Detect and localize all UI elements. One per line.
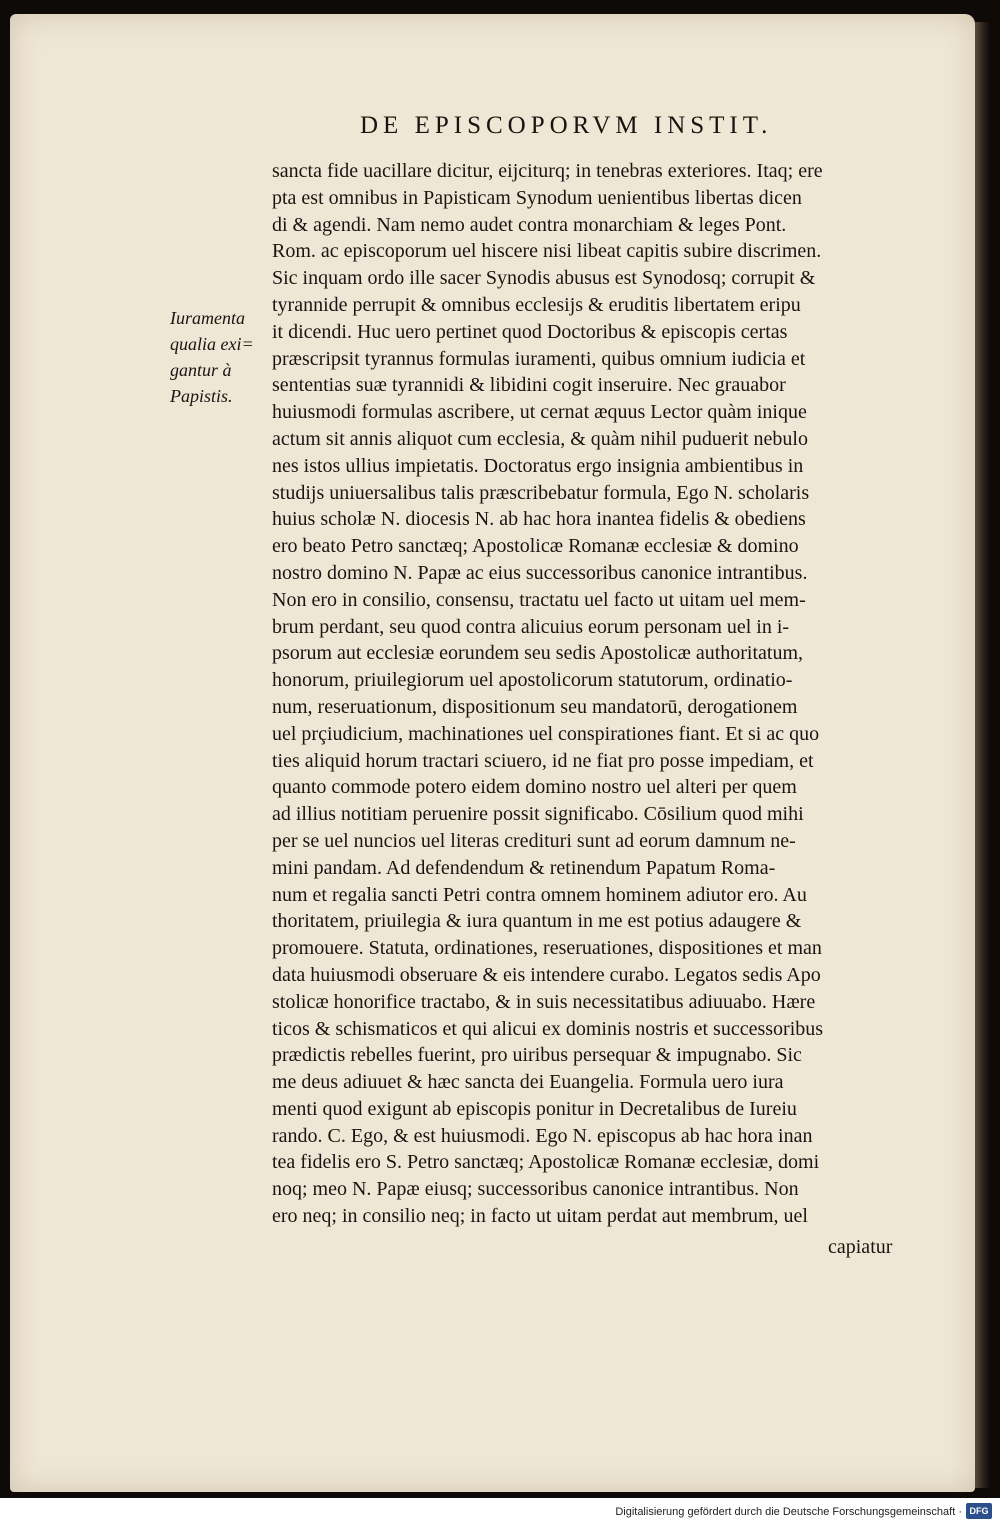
text-line: thoritatem, priuilegia & iura quantum in me est potius adaugere & xyxy=(272,910,802,933)
text-line: num et regalia sancti Petri contra omnem hominem adiutor ero. Au xyxy=(272,883,807,906)
text-line: di & agendi. Nam nemo audet contra monarchiam & leges Pont. xyxy=(272,213,787,236)
text-line: ad illius notitiam peruenire possit significabo. Cōsilium quod mihi xyxy=(272,803,804,826)
text-line: stolicæ honorifice tractabo, & in suis necessitatibus adiuuabo. Hære xyxy=(272,990,816,1013)
text-line: quanto commode potero eidem domino nostro uel alteri per quem xyxy=(272,776,797,799)
text-line: num, reseruationum, dispositionum seu mandatorū, derogationem xyxy=(272,695,798,718)
running-head: DE EPISCOPORVM INSTIT. xyxy=(360,112,773,139)
catchword: capiatur xyxy=(828,1236,893,1258)
text-line: uel prçiudicium, machinationes uel conspirationes fiant. Et si ac quo xyxy=(272,722,820,745)
text-line: promouere. Statuta, ordinationes, reseruationes, dispositiones et man xyxy=(272,937,822,960)
text-line: huiusmodi formulas ascribere, ut cernat æquus Lector quàm inique xyxy=(272,401,807,424)
text-line: ticos & schismaticos et qui alicui ex dominis nostris et successoribus xyxy=(272,1017,824,1040)
text-line: tyrannide perrupit & omnibus ecclesijs & eruditis libertatem eripu xyxy=(272,293,801,316)
text-line: psorum aut ecclesiæ eorundem seu sedis Apostolicæ authoritatum, xyxy=(272,642,804,665)
text-line: ties aliquid horum tractari sciuero, id ne fiat pro posse impediam, et xyxy=(272,749,814,772)
text-line: honorum, priuilegiorum uel apostolicorum statutorum, ordinatio- xyxy=(272,669,793,692)
text-line: menti quod exigunt ab episcopis ponitur in Decretalibus de Iureiu xyxy=(272,1097,797,1120)
text-line: mini pandam. Ad defendendum & retinendum Papatum Roma- xyxy=(272,856,776,879)
text-line: prædictis rebelles fuerint, pro uiribus persequar & impugnabo. Sic xyxy=(272,1044,802,1067)
text-line: ero neq; in consilio neq; in facto ut uitam perdat aut membrum, uel xyxy=(272,1205,808,1228)
page-edge xyxy=(975,22,989,1488)
text-line: brum perdant, seu quod contra alicuius eorum personam uel in i- xyxy=(272,615,790,638)
text-line: data huiusmodi obseruare & eis intendere curabo. Legatos sedis Apo xyxy=(272,963,821,986)
text-line: sancta fide uacillare dicitur, eijciturq; in tenebras exteriores. Itaq; ere xyxy=(272,160,823,182)
text-line: rando. C. Ego, & est huiusmodi. Ego N. episcopus ab hac hora inan xyxy=(272,1124,813,1147)
text-line: actum sit annis aliquot cum ecclesia, & quàm nihil puduerit nebulo xyxy=(272,427,808,450)
text-line: pta est omnibus in Papisticam Synodum uenientibus libertas dicen xyxy=(272,186,802,209)
text-line: Sic inquam ordo ille sacer Synodis abusus est Synodosq; corrupit & xyxy=(272,267,816,290)
body-text xyxy=(272,158,927,1230)
text-line: ero beato Petro sanctæq; Apostolicæ Romanæ ecclesiæ & domino xyxy=(272,535,799,558)
text-line: nostro domino N. Papæ ac eius successoribus canonice intrantibus. xyxy=(272,561,808,584)
text-line: huius scholæ N. diocesis N. ab hac hora inantea fidelis & obediens xyxy=(272,508,806,531)
margin-note-line: qualia exi= xyxy=(170,334,254,354)
text-line: per se uel nuncios uel literas credituri sunt ad eorum damnum ne- xyxy=(272,829,796,852)
text-line: tea fidelis ero S. Petro sanctæq; Apostolicæ Romanæ ecclesiæ, domi xyxy=(272,1151,820,1174)
text-line: præscripsit tyrannus formulas iuramenti, quibus omnium iudicia et xyxy=(272,347,806,370)
margin-note-line: gantur à xyxy=(170,360,232,380)
margin-note xyxy=(170,305,254,409)
dfg-logo: DFG xyxy=(966,1503,992,1519)
text-line: Non ero in consilio, consensu, tractatu uel facto ut uitam uel mem- xyxy=(272,588,806,611)
margin-note-line: Papistis. xyxy=(170,386,233,406)
text-line: me deus adiuuet & hæc sancta dei Euangelia. Formula uero iura xyxy=(272,1071,784,1094)
text-line: it dicendi. Huc uero pertinet quod Doctoribus & episcopis certas xyxy=(272,320,788,343)
margin-note-line: Iuramenta xyxy=(170,308,245,328)
text-line: nes istos ullius impietatis. Doctoratus ergo insignia ambientibus in xyxy=(272,454,804,477)
text-line: studijs uniuersalibus talis præscribebatur formula, Ego N. scholaris xyxy=(272,481,810,504)
digitization-credit: Digitalisierung gefördert durch die Deutsche Forschungsgemeinschaft · xyxy=(615,1506,962,1518)
text-line: noq; meo N. Papæ eiusq; successoribus canonice intrantibus. Non xyxy=(272,1178,799,1201)
text-line: Rom. ac episcoporum uel hiscere nisi libeat capitis subire discrimen. xyxy=(272,240,822,263)
text-line: sententias suæ tyrannidi & libidini cogit inseruire. Nec grauabor xyxy=(272,374,786,397)
